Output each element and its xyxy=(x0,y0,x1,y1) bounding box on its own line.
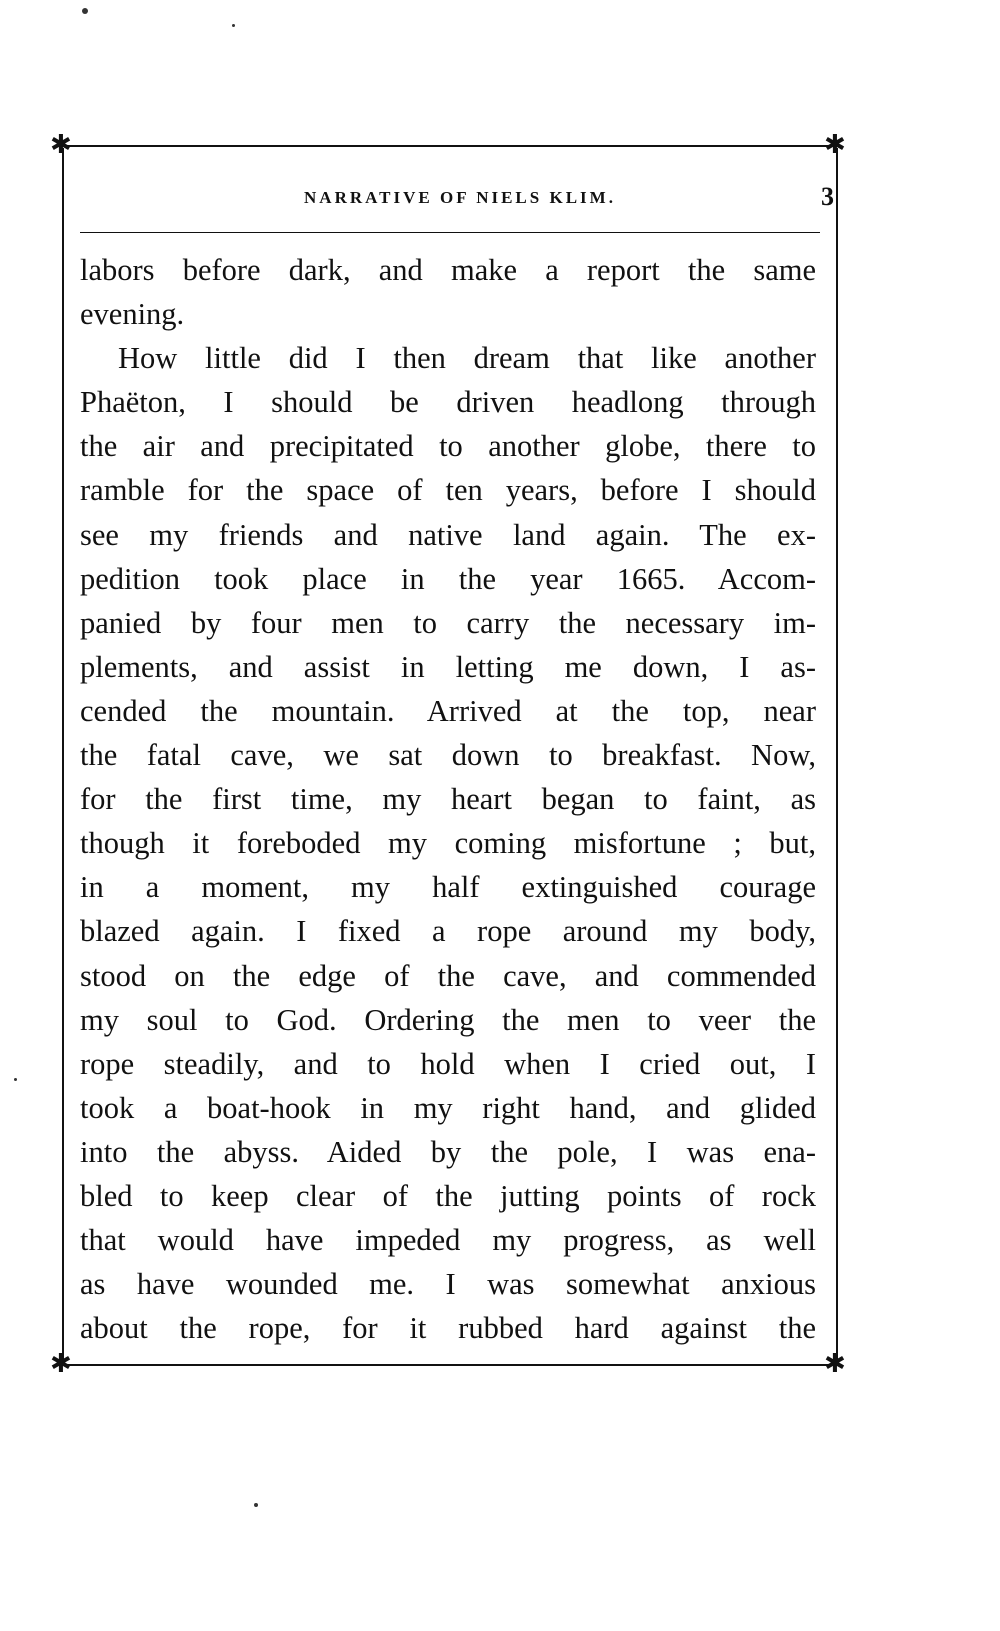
page-number: 3 xyxy=(821,182,834,211)
text-line: as have wounded me. I was somewhat anxious xyxy=(80,1267,816,1302)
text-line: ramble for the space of ten years, before I should xyxy=(80,473,816,508)
text-line: cended the mountain. Arrived at the top, near xyxy=(80,693,816,728)
text-line: the air and precipitated to another globe, there to xyxy=(80,429,816,464)
text-line: plements, and assist in letting me down, I as- xyxy=(80,649,816,684)
text-line: see my friends and native land again. The ex- xyxy=(80,517,816,552)
page-header xyxy=(82,182,838,222)
text-line: pedition took place in the year 1665. Accom- xyxy=(80,561,816,596)
text-line: my soul to God. Ordering the men to veer the xyxy=(80,1002,816,1037)
scan-speck xyxy=(82,8,88,14)
scan-speck xyxy=(254,1503,258,1507)
corner-ornament-bottom-left-icon: ✱ xyxy=(50,1349,72,1379)
text-line: took a boat-hook in my right hand, and glided xyxy=(80,1090,816,1125)
scan-speck xyxy=(14,1078,17,1081)
corner-ornament-top-right-icon: ✱ xyxy=(824,130,846,160)
text-line: stood on the edge of the cave, and commended xyxy=(80,958,816,993)
text-line: for the first time, my heart began to faint, as xyxy=(80,782,816,817)
text-line: Phaëton, I should be driven headlong through xyxy=(80,385,816,420)
body-text xyxy=(80,248,816,1350)
text-line: rope steadily, and to hold when I cried out, I xyxy=(80,1046,816,1081)
corner-ornament-top-left-icon: ✱ xyxy=(50,130,72,160)
text-line: panied by four men to carry the necessary im- xyxy=(80,605,816,640)
bottom-border-rule xyxy=(62,1364,838,1366)
right-border-rule xyxy=(836,148,838,1364)
text-line: How little did I then dream that like another xyxy=(118,341,816,376)
text-line: blazed again. I fixed a rope around my body, xyxy=(80,914,816,949)
left-border-rule xyxy=(62,148,64,1364)
text-line: evening. xyxy=(80,297,185,332)
text-line: that would have impeded my progress, as well xyxy=(80,1223,816,1258)
running-title: NARRATIVE OF NIELS KLIM. xyxy=(304,188,616,207)
top-border-rule xyxy=(62,145,838,147)
text-line: in a moment, my half extinguished courage xyxy=(80,870,816,905)
scan-speck xyxy=(232,24,235,27)
text-line: labors before dark, and make a report the same xyxy=(80,253,816,287)
text-line: about the rope, for it rubbed hard against the xyxy=(80,1311,816,1346)
text-line: the fatal cave, we sat down to breakfast. Now, xyxy=(80,738,816,773)
text-line: bled to keep clear of the jutting points of rock xyxy=(80,1178,816,1213)
header-underline-rule xyxy=(80,232,820,233)
text-line: though it foreboded my coming misfortune ; but, xyxy=(80,826,816,861)
corner-ornament-bottom-right-icon: ✱ xyxy=(824,1349,846,1379)
text-line: into the abyss. Aided by the pole, I was ena- xyxy=(80,1134,816,1169)
